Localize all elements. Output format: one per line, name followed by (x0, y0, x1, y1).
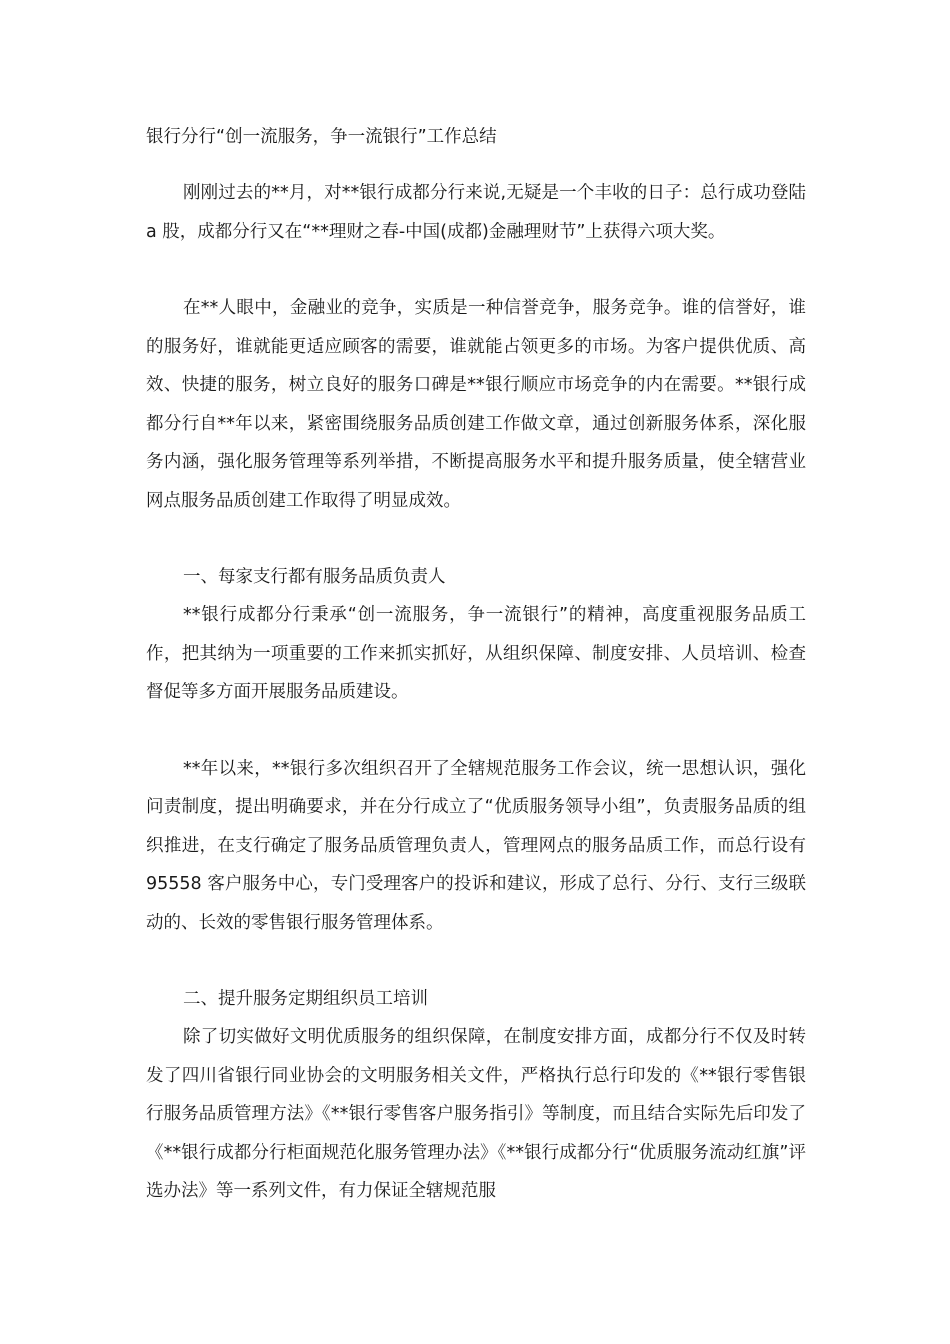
document-page (146, 118, 806, 1211)
context-paragraph: 在**人眼中，金融业的竞争，实质是一种信誉竞争，服务竞争。谁的信誉好，谁的服务好，谁就能更适应顾客的需要，谁就能占领更多的市场。为客户提供优质、高效、快捷的服务，树立良好的服务口碑是**银行顺应市场竞争的内在需要。**银行成都分行自**年以来，紧密围绕服务品质创建工作做文章，通过创新服务体系，深化服务内涵，强化服务管理等系列举措，不断提高服务水平和提升服务质量，使全辖营业网点服务品质创建工作取得了明显成效。 (146, 298, 806, 511)
paragraph-gap (146, 520, 806, 558)
intro-paragraph: 刚刚过去的**月，对**银行成都分行来说,无疑是一个丰收的日子：总行成功登陆 a 股，成都分行又在“**理财之春-中国(成都)金融理财节”上获得六项大奖。 (146, 183, 806, 242)
section-1-paragraph-1: **银行成都分行秉承“创一流服务，争一流银行”的精神，高度重视服务品质工作，把其纳为一项重要的工作来抓实抓好，从组织保障、制度安排、人员培训、检查督促等多方面开展服务品质建设。 (146, 605, 806, 702)
paragraph-gap (146, 942, 806, 980)
paragraph-gap (146, 251, 806, 289)
section-1-heading: 一、每家支行都有服务品质负责人 (183, 567, 446, 587)
section-1-paragraph-2: **年以来，**银行多次组织召开了全辖规范服务工作会议，统一思想认识，强化问责制度，提出明确要求，并在分行成立了“优质服务领导小组”，负责服务品质的组织推进，在支行确定了服务品质管理负责人，管理网点的服务品质工作，而总行设有 95558 客户服务中心，专门受理客户的投诉和建议，形成了总行、分行、支行三级联动的、长效的零售银行服务管理体系。 (146, 758, 806, 933)
document-title: 银行分行“创一流服务，争一流银行”工作总结 (146, 127, 497, 147)
section-2-heading: 二、提升服务定期组织员工培训 (183, 989, 428, 1009)
paragraph-gap (146, 712, 806, 750)
section-2-paragraph-1: 除了切实做好文明优质服务的组织保障，在制度安排方面，成都分行不仅及时转发了四川省银行同业协会的文明服务相关文件，严格执行总行印发的《**银行零售银行服务品质管理方法》《**银行零售客户服务指引》等制度，而且结合实际先后印发了《**银行成都分行柜面规范化服务管理办法》《**银行成都分行“优质服务流动红旗”评选办法》等一系列文件，有力保证全辖规范服 (146, 1027, 806, 1201)
